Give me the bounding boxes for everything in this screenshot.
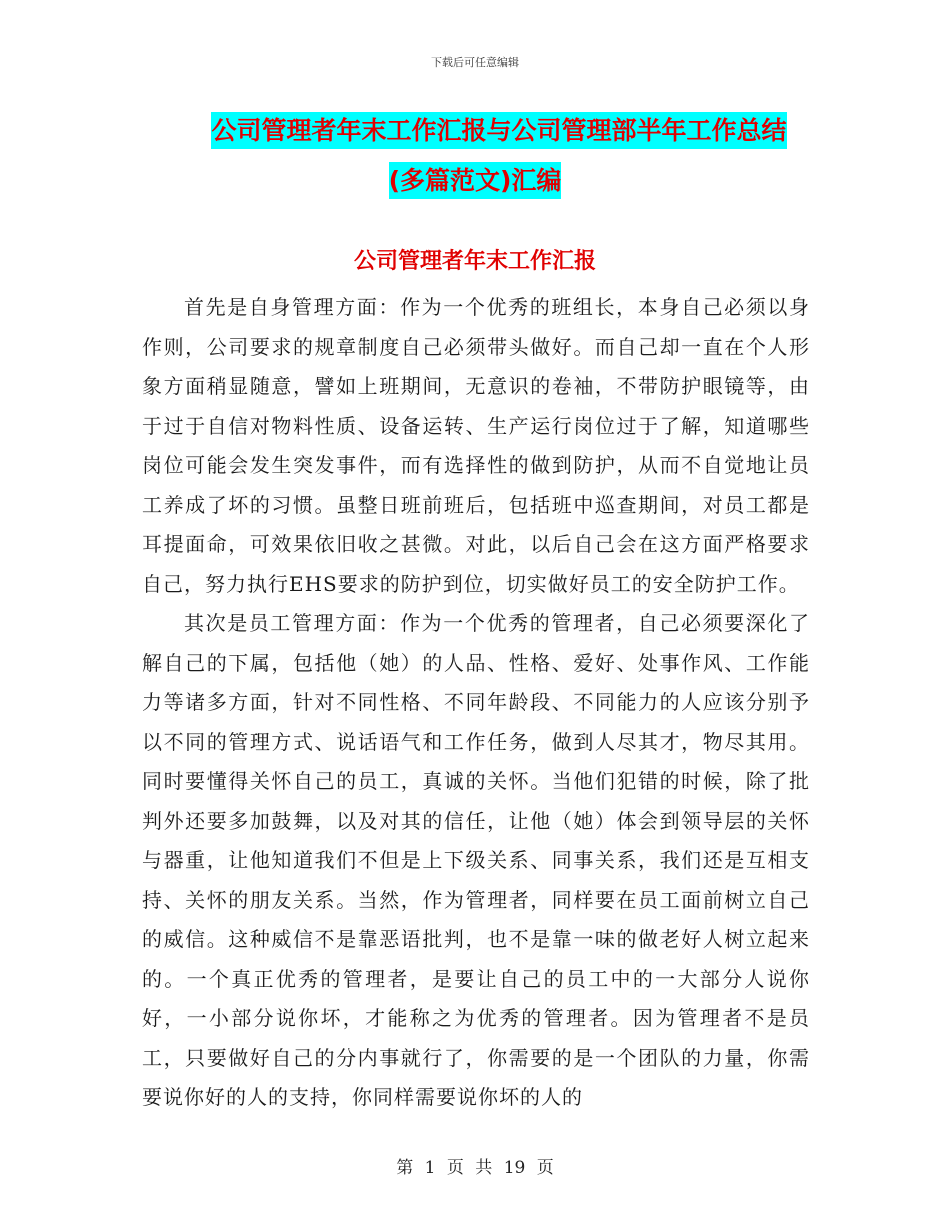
document-body bbox=[142, 288, 810, 1118]
document-title bbox=[0, 106, 950, 206]
body-paragraph: 其次是员工管理方面：作为一个优秀的管理者，自己必须要深化了解自己的下属，包括他（她）的人品、性格、爱好、处事作风、工作能力等诸多方面，针对不同性格、不同年龄段、不同能力的人应该分别予以不同的管理方式、说话语气和工作任务，做到人尽其才，物尽其用。同时要懂得关怀自己的员工，真诚的关怀。当他们犯错的时候，除了批判外还要多加鼓舞，以及对其的信任，让他（她）体会到领导层的关怀与器重，让他知道我们不但是上下级关系、同事关系，我们还是互相支持、关怀的朋友关系。当然，作为管理者，同样要在员工面前树立自己的威信。这种威信不是靠恶语批判，也不是靠一味的做老好人树立起来的。一个真正优秀的管理者，是要让自己的员工中的一大部分人说你好，一小部分说你坏，才能称之为优秀的管理者。因为管理者不是员工，只要做好自己的分内事就行了，你需要的是一个团队的力量，你需要说你好的人的支持，你同样需要说你坏的人的 bbox=[142, 611, 810, 1109]
page-number-footer: 第 1 页 共 19 页 bbox=[396, 1158, 554, 1178]
section-title: 公司管理者年末工作汇报 bbox=[353, 249, 596, 274]
document-title-line-1: 公司管理者年末工作汇报与公司管理部半年工作总结 bbox=[211, 112, 786, 149]
body-paragraph: 首先是自身管理方面：作为一个优秀的班组长，本身自己必须以身作则，公司要求的规章制度自己必须带头做好。而自己却一直在个人形象方面稍显随意，譬如上班期间，无意识的卷袖，不带防护眼镜等，由于过于自信对物料性质、设备运转、生产运行岗位过于了解，知道哪些岗位可能会发生突发事件，而有选择性的做到防护，从而不自觉地让员工养成了坏的习惯。虽整日班前班后，包括班中巡查期间，对员工都是耳提面命，可效果依旧收之甚微。对此，以后自己会在这方面严格要求自己，努力执行EHS要求的防护到位，切实做好员工的安全防护工作。 bbox=[142, 295, 810, 596]
document-title-line-2: (多篇范文)汇编 bbox=[389, 162, 562, 199]
page-header-note: 下载后可任意编辑 bbox=[431, 56, 519, 69]
